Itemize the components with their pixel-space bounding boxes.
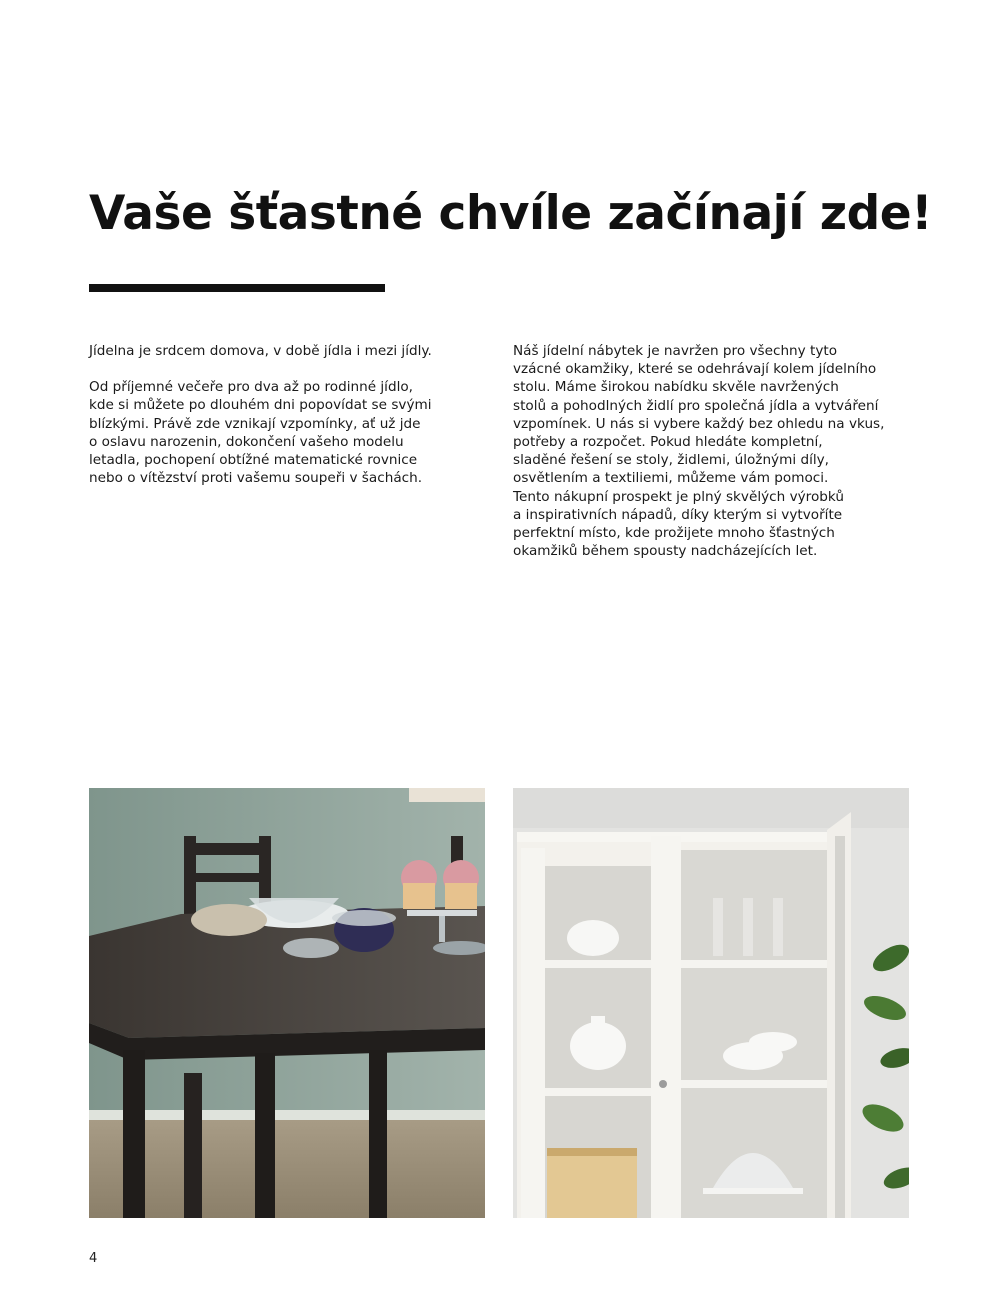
intro-paragraph-2 [89, 378, 469, 487]
text-line: blízkými. Právě zde vznikají vzpomínky, ať už jde [89, 415, 421, 432]
page-title: Vaše šťastné chvíle začínají zde! [89, 186, 933, 241]
title-underline [89, 284, 385, 292]
text-line: vzácné okamžiky, které se odehrávají kolem jídelního [513, 361, 877, 378]
dining-table-photo [89, 788, 485, 1218]
furniture-paragraph [513, 342, 913, 560]
text-line: sladěné řešení se stoly, židlemi, úložnými díly, [513, 452, 829, 469]
text-line: letadla, pochopení obtížné matematické rovnice [89, 452, 418, 469]
text-line: kde si můžete po dlouhém dni popovídat se svými [89, 397, 432, 414]
text-line: stolů a pohodlných židlí pro společná jídla a vytváření [513, 397, 879, 414]
page-number: 4 [89, 1251, 98, 1266]
text-line: okamžiků během spousty nadcházejících let. [513, 543, 818, 560]
glass-cabinet-photo [513, 788, 909, 1218]
text-line: Tento nákupní prospekt je plný skvělých výrobků [513, 488, 844, 505]
text-line: vzpomínek. U nás si vybere každý bez ohledu na vkus, [513, 415, 885, 432]
text-line: a inspirativních nápadů, díky kterým si vytvoříte [513, 506, 843, 523]
text-line: perfektní místo, kde prožijete mnoho šťastných [513, 525, 835, 542]
intro-column-right [513, 342, 913, 560]
text-line: Náš jídelní nábytek je navržen pro všechny tyto [513, 343, 838, 359]
text-line: Jídelna je srdcem domova, v době jídla i mezi jídly. [89, 343, 432, 359]
text-line: o oslavu narozenin, dokončení vašeho modelu [89, 433, 404, 450]
intro-paragraph-1 [89, 342, 469, 360]
glass-cabinet-illustration [513, 788, 909, 1218]
text-line: Od příjemné večeře pro dva až po rodinné jídlo, [89, 379, 414, 396]
text-line: stolu. Máme širokou nabídku skvěle navržených [513, 379, 839, 396]
text-line: osvětlením a textiliemi, můžeme vám pomoci. [513, 470, 829, 487]
text-line: potřeby a rozpočet. Pokud hledáte kompletní, [513, 434, 823, 451]
intro-column-left [89, 342, 469, 487]
dining-table-illustration [89, 788, 485, 1218]
text-line: nebo o vítězství proti vašemu soupeři v šachách. [89, 470, 423, 487]
